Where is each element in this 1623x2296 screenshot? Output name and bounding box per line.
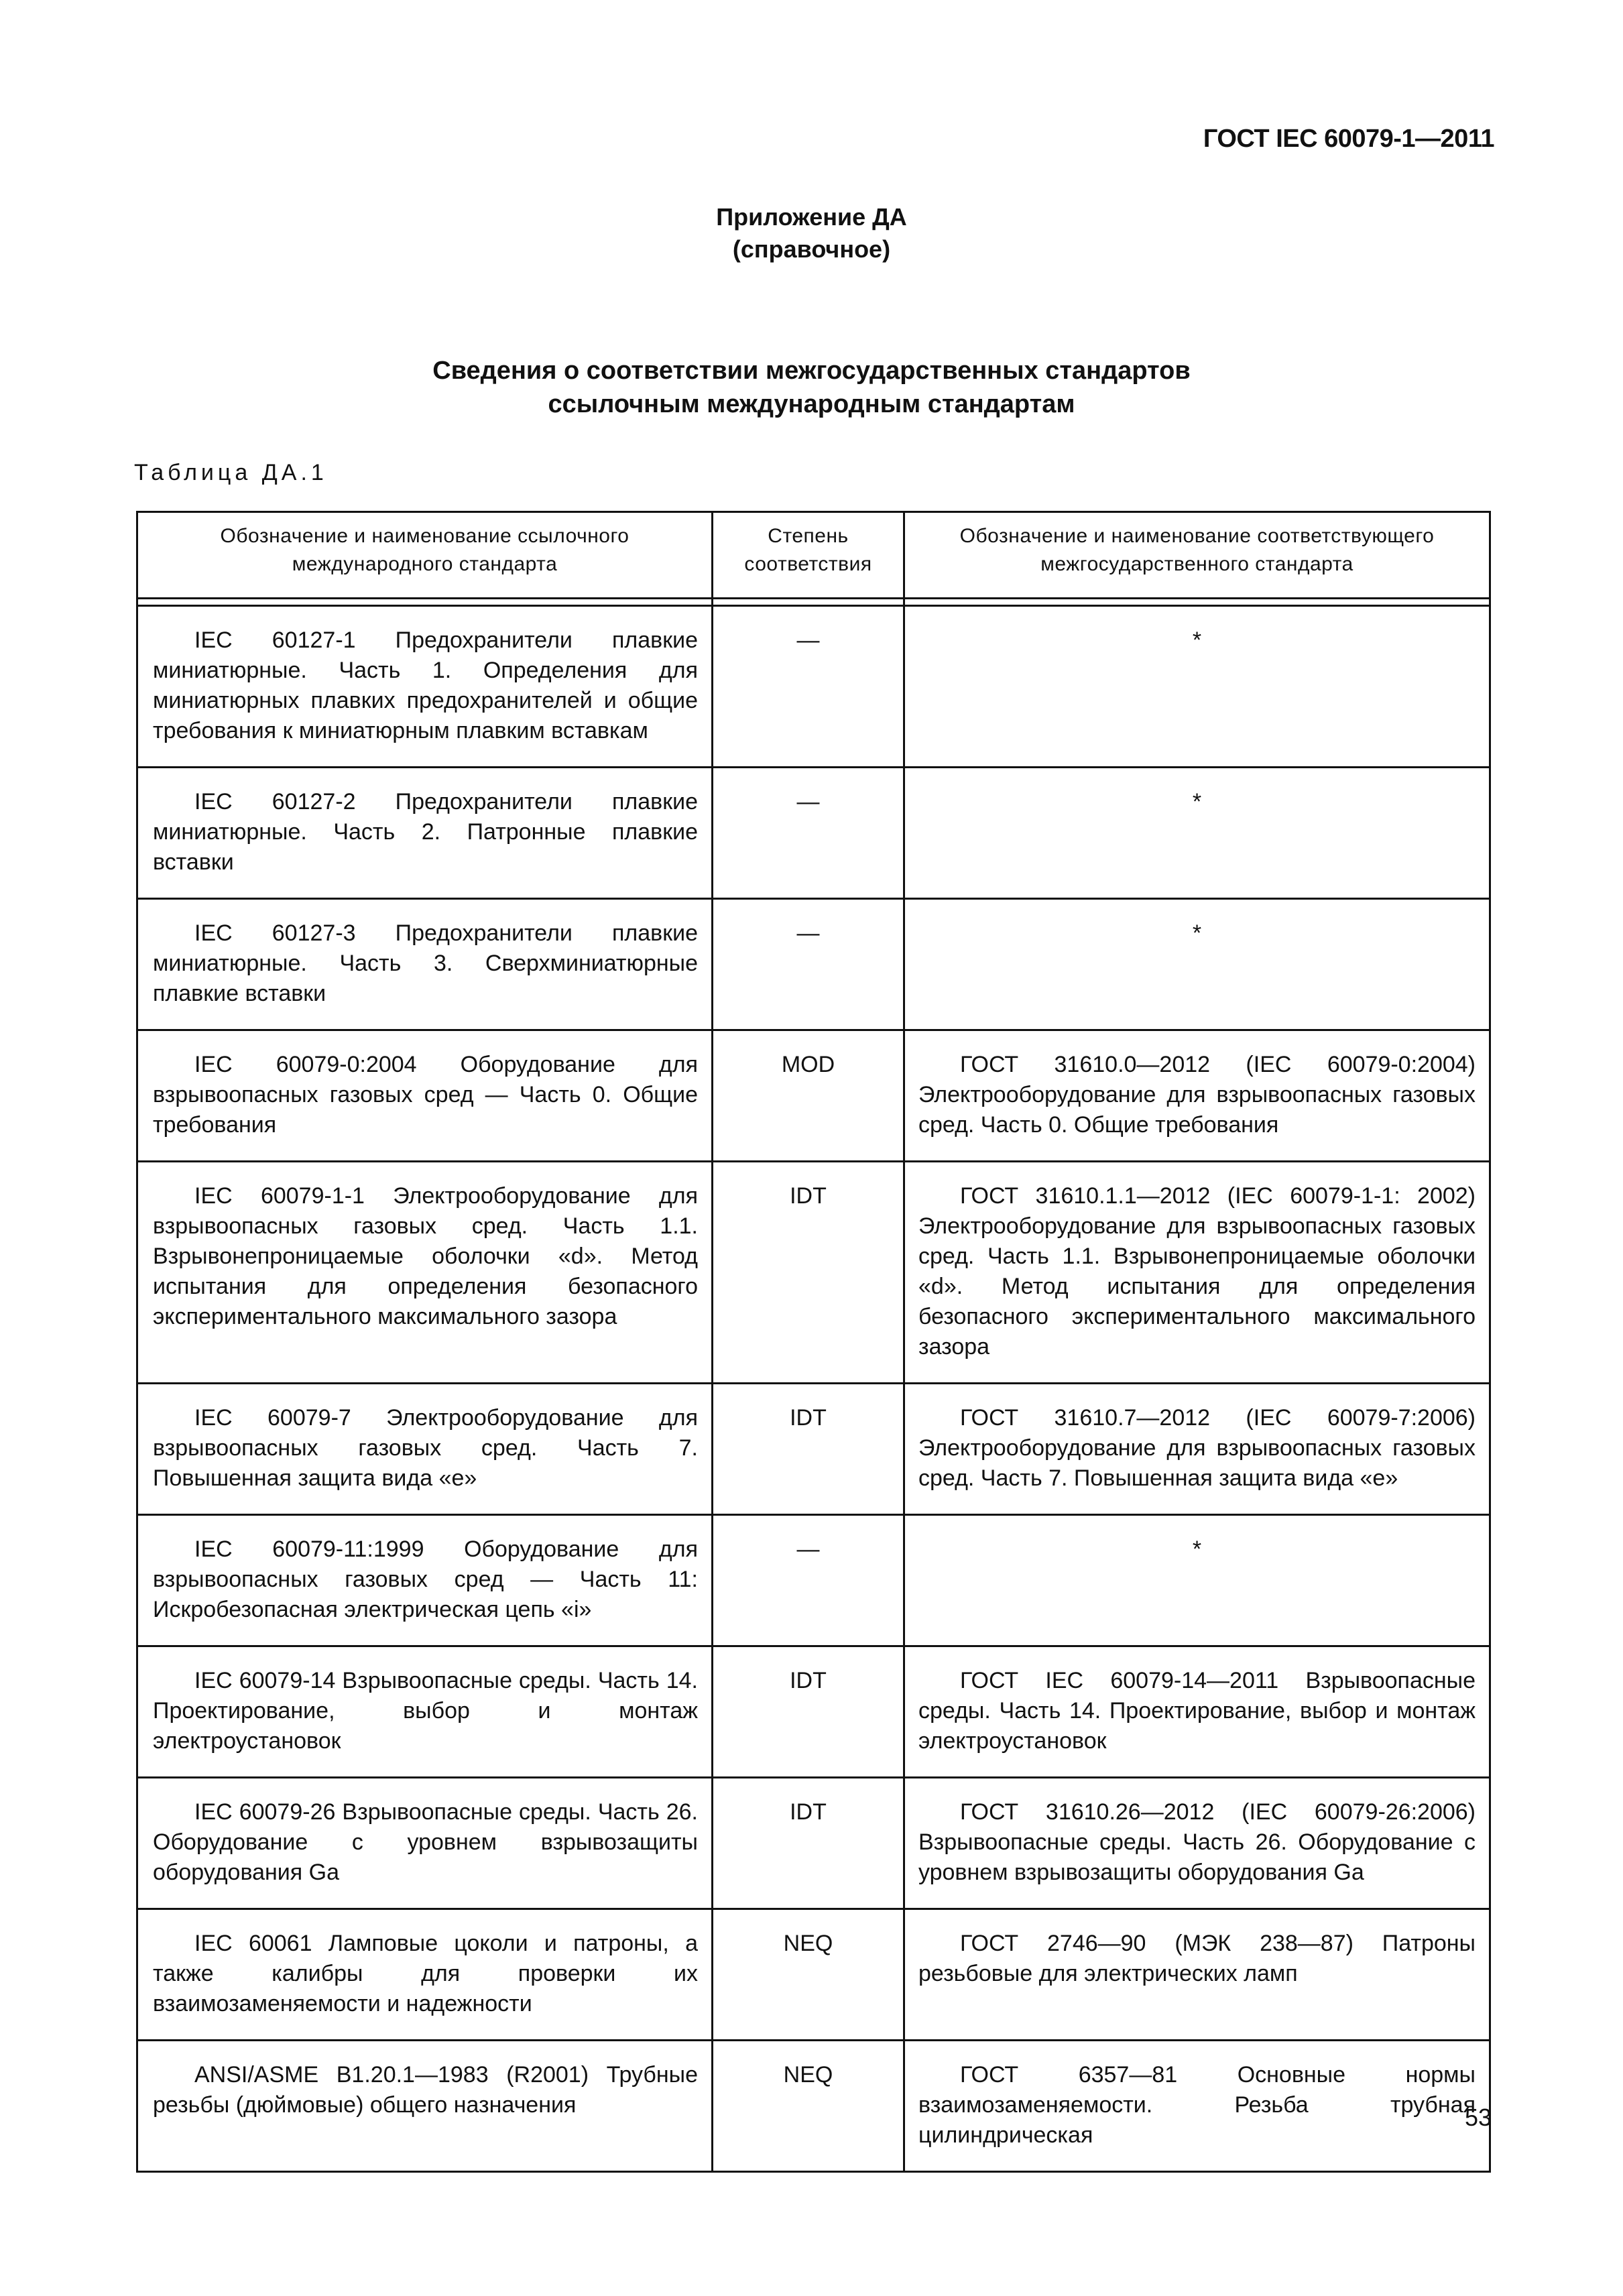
section-title-line-1: Сведения о соответствии межгосударственных стандартов bbox=[432, 357, 1191, 385]
cell-reference-standard: IEC 60079-7 Электрооборудование для взрывоопасных газовых сред. Часть 7. Повышенная защита вида «е» bbox=[137, 1384, 713, 1515]
table-row bbox=[137, 1909, 1490, 2041]
appendix-heading bbox=[0, 201, 1623, 265]
table-label: Таблица ДА.1 bbox=[134, 460, 328, 485]
table-row bbox=[137, 606, 1490, 768]
table-body bbox=[137, 606, 1490, 2172]
cell-degree: IDT bbox=[713, 1778, 904, 1909]
cell-reference-standard: IEC 60079-0:2004 Оборудование для взрывоопасных газовых сред — Часть 0. Общие требования bbox=[137, 1030, 713, 1162]
table-row bbox=[137, 1515, 1490, 1646]
cell-interstate-standard: ГОСТ 31610.0—2012 (IEC 60079-0:2004) Электрооборудование для взрывоопасных газовых сред. Часть 0. Общие требования bbox=[904, 1030, 1490, 1162]
cell-interstate-standard: ГОСТ 31610.1.1—2012 (IEC 60079-1-1: 2002) Электрооборудование для взрывоопасных газовых сред. Часть 1.1. Взрывонепроницаемые оболочки «d». Метод испытания для определения безопасного экспериментального максимального зазора bbox=[904, 1162, 1490, 1384]
cell-reference-standard: IEC 60127-1 Предохранители плавкие миниатюрные. Часть 1. Определения для миниатюрных плавких предохранителей и общие требования к миниатюрным плавким вставкам bbox=[137, 606, 713, 768]
cell-degree: IDT bbox=[713, 1162, 904, 1384]
cell-reference-standard: IEC 60061 Ламповые цоколи и патроны, а также калибры для проверки их взаимозаменяемости и надежности bbox=[137, 1909, 713, 2041]
cell-interstate-standard: ГОСТ IEC 60079-14—2011 Взрывоопасные среды. Часть 14. Проектирование, выбор и монтаж электроустановок bbox=[904, 1646, 1490, 1778]
cell-reference-standard: IEC 60127-3 Предохранители плавкие миниатюрные. Часть 3. Сверхминиатюрные плавкие вставки bbox=[137, 899, 713, 1030]
cell-interstate-standard: * bbox=[904, 768, 1490, 899]
table-row bbox=[137, 899, 1490, 1030]
cell-interstate-standard: * bbox=[904, 1515, 1490, 1646]
cell-interstate-standard: ГОСТ 31610.7—2012 (IEC 60079-7:2006) Электрооборудование для взрывоопасных газовых сред. Часть 7. Повышенная защита вида «е» bbox=[904, 1384, 1490, 1515]
table-row bbox=[137, 768, 1490, 899]
header-separator bbox=[137, 599, 1490, 606]
cell-reference-standard: IEC 60127-2 Предохранители плавкие миниатюрные. Часть 2. Патронные плавкие вставки bbox=[137, 768, 713, 899]
cell-degree: MOD bbox=[713, 1030, 904, 1162]
document-code: ГОСТ IEC 60079-1—2011 bbox=[1203, 125, 1494, 153]
cell-interstate-standard: ГОСТ 6357—81 Основные нормы взаимозаменяемости. Резьба трубная цилиндрическая bbox=[904, 2041, 1490, 2172]
cell-reference-standard: IEC 60079-11:1999 Оборудование для взрывоопасных газовых сред — Часть 11: Искробезопасная электрическая цепь «i» bbox=[137, 1515, 713, 1646]
header-interstate-standard: Обозначение и наименование соответствующего межгосударственного стандарта bbox=[904, 512, 1490, 599]
cell-interstate-standard: * bbox=[904, 606, 1490, 768]
cell-reference-standard: IEC 60079-26 Взрывоопасные среды. Часть 26. Оборудование с уровнем взрывозащиты оборудования Ga bbox=[137, 1778, 713, 1909]
cell-reference-standard: IEC 60079-14 Взрывоопасные среды. Часть 14. Проектирование, выбор и монтаж электроустановок bbox=[137, 1646, 713, 1778]
cell-reference-standard: IEC 60079-1-1 Электрооборудование для взрывоопасных газовых сред. Часть 1.1. Взрывонепроницаемые оболочки «d». Метод испытания для определения безопасного экспериментального максимального зазора bbox=[137, 1162, 713, 1384]
header-reference-standard: Обозначение и наименование ссылочного международного стандарта bbox=[137, 512, 713, 599]
table-header-row bbox=[137, 512, 1490, 599]
cell-degree: — bbox=[713, 1515, 904, 1646]
cell-degree: NEQ bbox=[713, 1909, 904, 2041]
section-title bbox=[0, 354, 1623, 421]
header-degree: Степень соответствия bbox=[713, 512, 904, 599]
table-row bbox=[137, 1162, 1490, 1384]
cell-degree: NEQ bbox=[713, 2041, 904, 2172]
cell-degree: IDT bbox=[713, 1646, 904, 1778]
appendix-subtitle: (справочное) bbox=[732, 235, 891, 263]
cell-degree: — bbox=[713, 768, 904, 899]
appendix-title: Приложение ДА bbox=[716, 203, 907, 231]
standards-table bbox=[136, 511, 1491, 2173]
cell-interstate-standard: ГОСТ 2746—90 (МЭК 238—87) Патроны резьбовые для электрических ламп bbox=[904, 1909, 1490, 2041]
table-row bbox=[137, 1778, 1490, 1909]
cell-degree: — bbox=[713, 606, 904, 768]
table-row bbox=[137, 2041, 1490, 2172]
table-row bbox=[137, 1384, 1490, 1515]
table-row bbox=[137, 1646, 1490, 1778]
cell-degree: IDT bbox=[713, 1384, 904, 1515]
page-number: 53 bbox=[1464, 2104, 1492, 2131]
table-row bbox=[137, 1030, 1490, 1162]
cell-interstate-standard: ГОСТ 31610.26—2012 (IEC 60079-26:2006) Взрывоопасные среды. Часть 26. Оборудование с уровнем взрывозащиты оборудования Ga bbox=[904, 1778, 1490, 1909]
section-title-line-2: ссылочным международным стандартам bbox=[548, 390, 1075, 418]
cell-reference-standard: ANSI/ASME B1.20.1—1983 (R2001) Трубные резьбы (дюймовые) общего назначения bbox=[137, 2041, 713, 2172]
cell-interstate-standard: * bbox=[904, 899, 1490, 1030]
cell-degree: — bbox=[713, 899, 904, 1030]
